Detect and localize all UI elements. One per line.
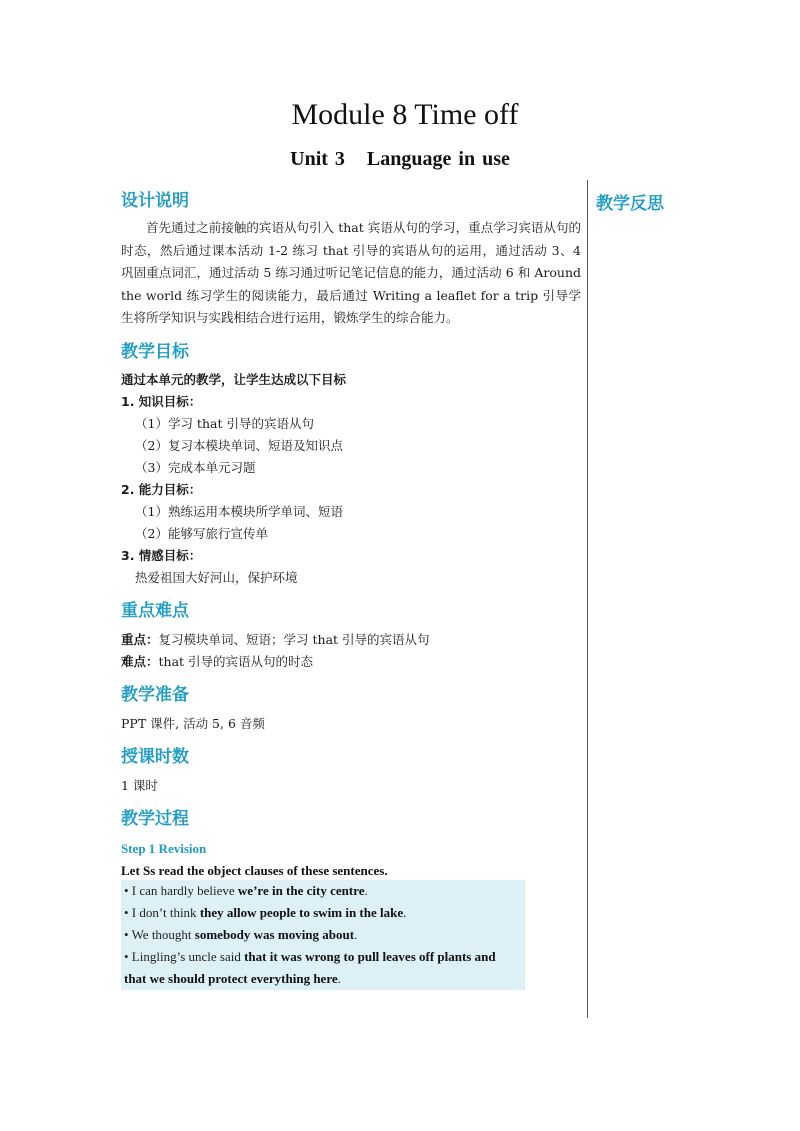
objectives-heading: 教学目标: [121, 341, 189, 362]
main-column: [121, 189, 581, 990]
unit-label: Unit 3: [290, 148, 345, 170]
key-label: 重点：: [121, 631, 159, 647]
hours-heading: 授课时数: [121, 746, 189, 767]
process-heading: 教学过程: [121, 808, 189, 829]
hours-text: 1 课时: [121, 777, 158, 793]
ability-item: （2）能够写旅行宣传单: [135, 525, 268, 541]
objectives-intro: 通过本单元的教学，让学生达成以下目标: [121, 371, 347, 387]
knowledge-item: （2）复习本模块单词、短语及知识点: [135, 437, 343, 453]
example-sentence: • I don’t think they allow people to swim in the lake.: [124, 904, 407, 920]
key-text: 复习模块单词、短语；学习 that 引导的宾语从句: [158, 631, 430, 647]
emotion-text: 热爱祖国大好河山，保护环境: [135, 569, 298, 585]
emotion-label: 3. 情感目标：: [121, 547, 202, 563]
knowledge-label: 1. 知识目标：: [121, 393, 202, 409]
difficult-label: 难点：: [121, 653, 159, 669]
preparation-heading: 教学准备: [121, 684, 189, 705]
difficult-point-line: [121, 651, 581, 673]
knowledge-item: （3）完成本单元习题: [135, 459, 256, 475]
key-points-heading: 重点难点: [121, 600, 189, 621]
example-sentence: that we should protect everything here.: [124, 970, 341, 986]
column-divider: [587, 180, 588, 1018]
step1-title: Step 1 Revision: [121, 840, 207, 856]
example-sentence: • We thought somebody was moving about.: [124, 926, 358, 942]
unit-name: Language in use: [366, 148, 510, 170]
reflection-heading: 教学反思: [596, 194, 664, 214]
design-heading: 设计说明: [121, 191, 189, 211]
page-title: Module 8 Time off: [291, 98, 519, 131]
example-sentences-box: [121, 880, 525, 990]
ability-label: 2. 能力目标：: [121, 481, 202, 497]
example-sentence: • I can hardly believe we’re in the city centre.: [124, 882, 368, 898]
preparation-text: PPT 课件, 活动 5, 6 音频: [121, 715, 265, 731]
design-paragraph: 首先通过之前接触的宾语从句引入 that 宾语从句的学习，重点学习宾语从句的时态，然后通过课本活动 1-2 练习 that 引导的宾语从句的运用，通过活动 3、4 巩固重点词汇，通过活动 5 练习通过听记笔记信息的能力，通过活动 6 和 Around the world 练习学生的阅读能力，最后通过 Writing a leaflet for a trip 引导学生将所学知识与实践相结合进行运用，锻炼学生的综合能力。: [121, 220, 581, 325]
step1-instruction: Let Ss read the object clauses of these sentences.: [121, 862, 388, 878]
example-sentence: • Lingling’s uncle said that it was wrong to pull leaves off plants and: [124, 948, 496, 964]
knowledge-item: （1）学习 that 引导的宾语从句: [135, 415, 314, 431]
ability-item: （1）熟练运用本模块所学单词、短语: [135, 503, 343, 519]
unit-title: [0, 148, 800, 171]
key-point-line: [121, 629, 581, 651]
difficult-text: that 引导的宾语从句的时态: [158, 653, 314, 669]
